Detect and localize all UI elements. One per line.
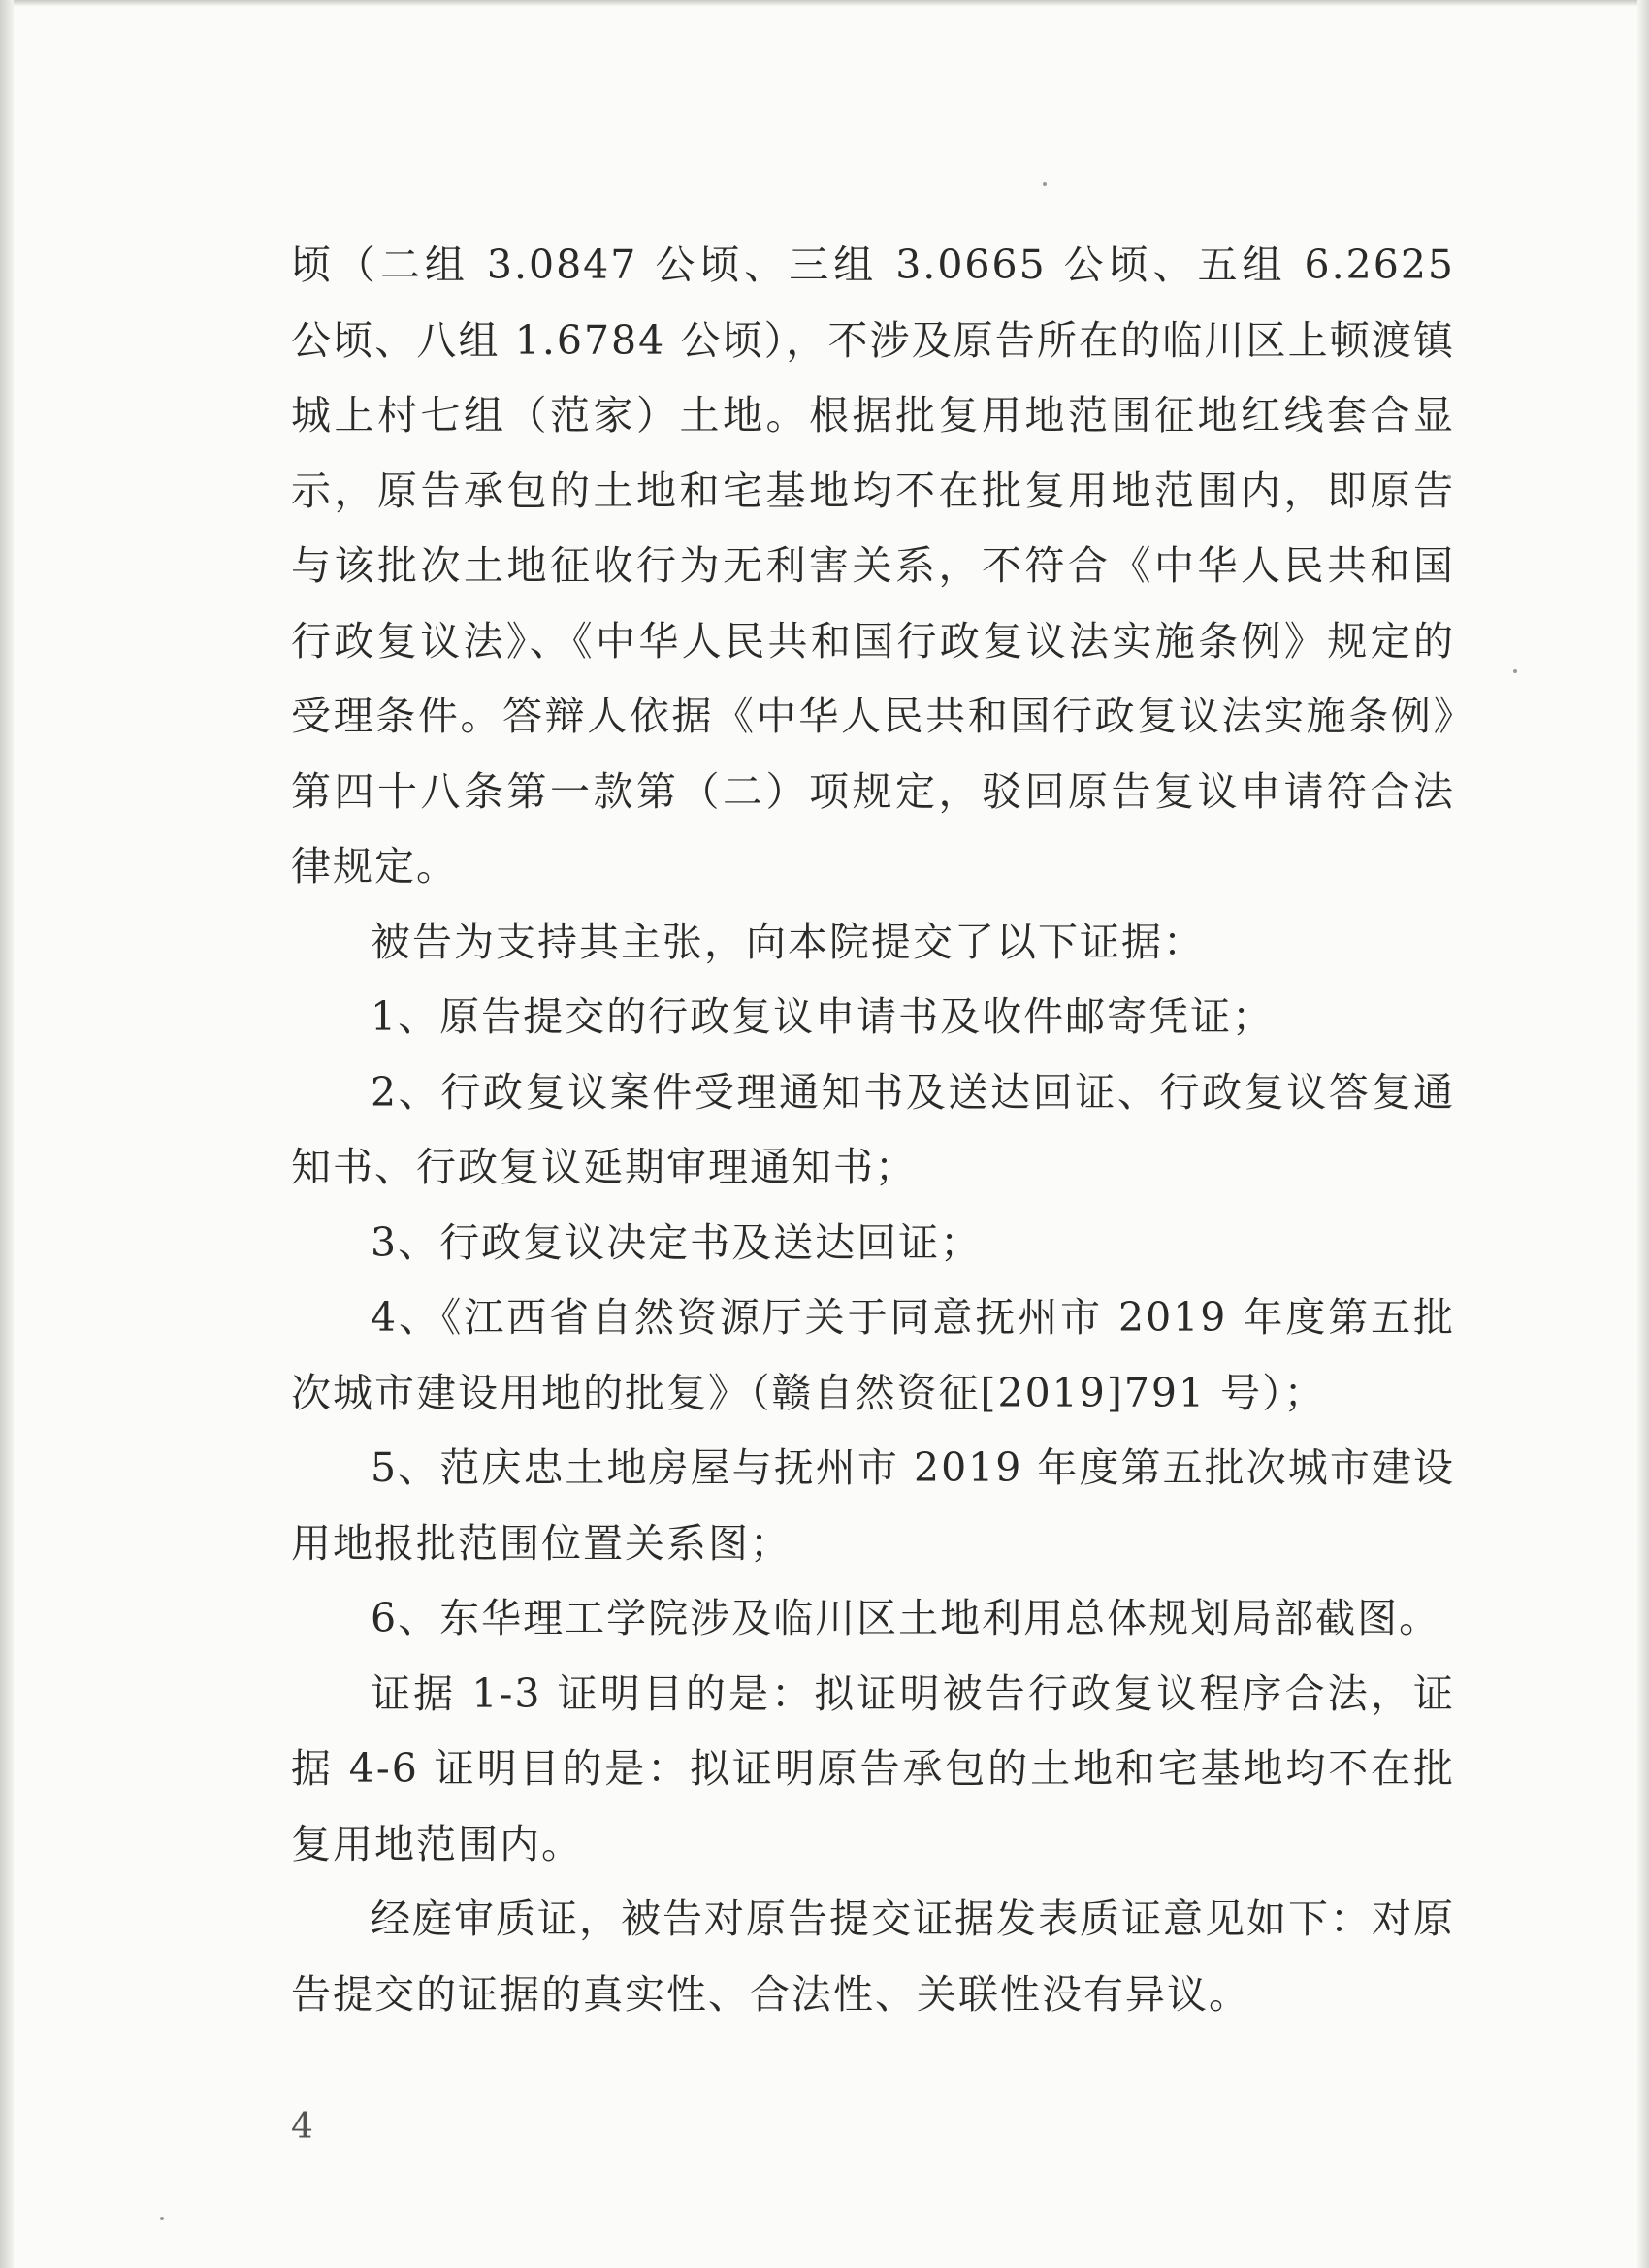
evidence-item: 1、原告提交的行政复议申请书及收件邮寄凭证； xyxy=(371,993,1275,1040)
paragraph: 被告为支持其主张，向本院提交了以下证据： xyxy=(371,918,1205,965)
page-edge-left xyxy=(0,0,14,2268)
page-edge-right xyxy=(1637,0,1649,2268)
scan-speck xyxy=(160,2217,164,2220)
evidence-item: 2、行政复议案件受理通知书及送达回证、行政复议答复通知书、行政复议延期审理通知书； xyxy=(291,1068,1455,1190)
paragraph: 经庭审质证，被告对原告提交证据发表质证意见如下：对原告提交的证据的真实性、合法性、关联性没有异议。 xyxy=(291,1895,1455,2018)
evidence-item: 4、《江西省自然资源厅关于同意抚州市 2019 年度第五批次城市建设用地的批复》（赣自然资征[2019]791 号）； xyxy=(291,1294,1455,1416)
evidence-item: 3、行政复议决定书及送达回证； xyxy=(371,1218,983,1266)
scan-speck xyxy=(1043,182,1047,186)
paragraph: 证据 1-3 证明目的是：拟证明被告行政复议程序合法，证据 4-6 证明目的是：拟证明原告承包的土地和宅基地均不在批复用地范围内。 xyxy=(291,1669,1455,1867)
page-number: 4 xyxy=(291,2107,313,2147)
page-edge-top xyxy=(0,0,1649,6)
document-body xyxy=(291,228,1455,2032)
evidence-item: 6、东华理工学院涉及临川区土地利用总体规划局部截图。 xyxy=(371,1595,1441,1641)
paragraph: 顷（二组 3.0847 公顷、三组 3.0665 公顷、五组 6.2625 公顷、八组 1.6784 公顷），不涉及原告所在的临川区上顿渡镇城上村七组（范家）土地。根据批复用地范围征地红线套合显示，原告承包的土地和宅基地均不在批复用地范围内，即原告与该批次土地征收行为无利害关系，不符合《中华人民共和国行政复议法》、《中华人民共和国行政复议法实施条例》规定的受理条件。答辩人依据《中华人民共和国行政复议法实施条例》第四十八条第一款第（二）项规定，驳回原告复议申请符合法律规定。 xyxy=(291,242,1455,890)
evidence-item: 5、范庆忠土地房屋与抚州市 2019 年度第五批次城市建设用地报批范围位置关系图； xyxy=(291,1444,1455,1567)
scan-speck xyxy=(1513,669,1517,673)
